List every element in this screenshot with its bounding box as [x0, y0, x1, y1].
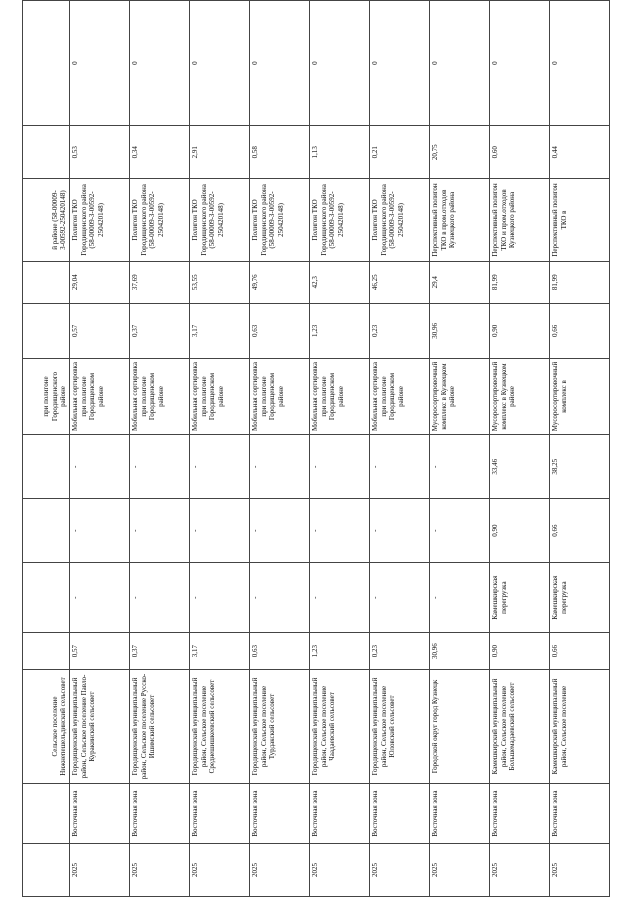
table-cell-facility	[370, 358, 430, 434]
table-row	[23, 1, 70, 897]
table-cell-facility	[310, 358, 370, 434]
table-cell-c13	[250, 1, 310, 126]
cell-text	[24, 787, 68, 840]
cell-text: 2025	[71, 863, 79, 878]
cell-text: Городищенский муниципальный район, Сельское поселение Турдакский сельсовет	[251, 677, 277, 776]
table-cell-c4	[130, 633, 190, 670]
cell-text: Восточная зона	[491, 790, 499, 837]
table-cell-c6	[550, 499, 610, 563]
cell-text: Городищенский муниципальный район, Сельское поселение Павло-Куракинский сельсовет	[71, 674, 97, 779]
cell-text: Восточная зона	[251, 790, 259, 837]
table-cell-c5	[250, 563, 310, 633]
cell-text: -	[191, 596, 199, 599]
cell-text: 2025	[251, 863, 259, 878]
cell-text: 0,23	[371, 644, 379, 658]
cell-text: Мусоросортировочный комплекс в	[551, 361, 568, 432]
table-cell-c7	[190, 435, 250, 499]
table-row	[370, 1, 430, 897]
cell-text: 30,96	[431, 322, 439, 339]
cell-text: 0,90	[491, 324, 499, 337]
table-cell-zone	[370, 784, 430, 844]
cell-text: Мусоросортировочный комплекс в Кузнецком районе	[431, 361, 457, 432]
table-cell-year	[430, 844, 490, 897]
cell-text: 0,44	[551, 146, 559, 159]
table-cell-year	[70, 844, 130, 897]
cell-text: Городищенский муниципальный район, Сельское поселение Русско-Ишимский сельсовет	[131, 673, 157, 780]
table-cell-facility	[430, 358, 490, 434]
table-cell-year	[370, 844, 430, 897]
table-cell-destination	[23, 179, 70, 261]
cell-text	[24, 502, 68, 559]
cell-text: -	[371, 529, 379, 532]
table-cell-c5	[430, 563, 490, 633]
table-cell-c7	[130, 435, 190, 499]
cell-text: -	[71, 465, 79, 468]
cell-text: 0,63	[251, 324, 259, 337]
cell-text: Мусоросортировочный комплекс в Кузнецком районе	[491, 361, 517, 432]
cell-text: Городищенский муниципальный район, Сельское поселение Юловский сельсовет	[371, 677, 397, 776]
table-cell-c10	[370, 261, 430, 303]
table-cell-c5	[23, 563, 70, 633]
table-cell-c12	[370, 126, 430, 179]
cell-text: Восточная зона	[431, 790, 439, 837]
table-cell-zone	[70, 784, 130, 844]
cell-text: Камешкирский муниципальный район, Сельское поселение	[551, 678, 568, 775]
cell-text: 20,75	[431, 144, 439, 161]
cell-text: Городищенский муниципальный район, Сельское поселение Среднешишкеевский сельсовет	[191, 677, 217, 776]
table-cell-c7	[310, 435, 370, 499]
cell-text: -	[311, 465, 319, 468]
table-cell-zone	[23, 784, 70, 844]
cell-text: 1,13	[311, 146, 319, 159]
cell-text: -	[251, 529, 259, 532]
table-cell-zone	[550, 784, 610, 844]
cell-text	[24, 4, 68, 122]
table-cell-c10	[70, 261, 130, 303]
table-cell-facility	[70, 358, 130, 434]
cell-text: 2025	[131, 863, 139, 878]
table-cell-municipality	[190, 669, 250, 783]
cell-text: 0,66	[551, 644, 559, 658]
table-cell-c6	[370, 499, 430, 563]
table-cell-c12	[190, 126, 250, 179]
cell-text: 0	[311, 61, 319, 65]
table-cell-c4	[430, 633, 490, 670]
table-row	[310, 1, 370, 897]
cell-text: 37,69	[131, 274, 139, 291]
table-cell-municipality	[550, 669, 610, 783]
table-cell-c4	[490, 633, 550, 670]
cell-text: Мобильная сортировка при полигоне Городищенском районе	[71, 362, 105, 431]
table-cell-destination	[370, 179, 430, 261]
table-cell-destination	[250, 179, 310, 261]
table-cell-c9	[130, 303, 190, 358]
cell-text: 0	[71, 61, 79, 65]
table-cell-c6	[23, 499, 70, 563]
cell-text: 0,37	[131, 644, 139, 658]
cell-text: 29,04	[71, 274, 79, 291]
table-cell-c12	[23, 126, 70, 179]
cell-text: Мобильная сортировка при полигоне Городищенском районе	[371, 362, 405, 431]
cell-text	[24, 307, 68, 355]
table-cell-c10	[310, 261, 370, 303]
table-cell-c9	[370, 303, 430, 358]
table-cell-c9	[190, 303, 250, 358]
table-cell-year	[310, 844, 370, 897]
cell-text: -	[251, 465, 259, 468]
cell-text: Полигон ТКО Городищенского района (58-00009-З-00592-250420148)	[311, 184, 345, 256]
cell-text: Камешкирский муниципальный район, Сельское поселение Большемадаевский сельсовет	[491, 678, 517, 775]
cell-text: 0	[371, 61, 379, 65]
table-cell-year	[250, 844, 310, 897]
table-cell-c4	[370, 633, 430, 670]
table-cell-c9	[23, 303, 70, 358]
cell-text: 0,66	[551, 524, 559, 537]
cell-text: 3,17	[191, 644, 199, 658]
cell-text: 2025	[191, 863, 199, 878]
cell-text: й районе (58-00009-З-00592-250420148)	[50, 190, 68, 250]
cell-text: Полигон ТКО Городищенского района (58-00009-З-00592-250420148)	[131, 184, 165, 256]
cell-text: -	[431, 596, 439, 599]
table-cell-c4	[250, 633, 310, 670]
table-cell-c13	[490, 1, 550, 126]
cell-text	[24, 847, 68, 893]
table-cell-destination	[550, 179, 610, 261]
cell-text	[24, 265, 68, 300]
table-cell-destination	[130, 179, 190, 261]
table-cell-facility	[23, 358, 70, 434]
cell-text: Восточная зона	[311, 790, 319, 837]
cell-text: 0,21	[371, 146, 379, 159]
table-row	[70, 1, 130, 897]
cell-text	[24, 636, 68, 666]
cell-text: -	[131, 529, 139, 532]
cell-text: Городищенский муниципальный район, Сельское поселение Чаадаевский сельсовет	[311, 677, 337, 776]
cell-text: Перспективный полигон ТКО и пром.отходов Кузнецкого района	[491, 183, 517, 257]
cell-text: 2025	[551, 863, 559, 878]
table-cell-c7	[490, 435, 550, 499]
cell-text: 0,34	[131, 146, 139, 159]
table-cell-c9	[310, 303, 370, 358]
table-cell-c9	[250, 303, 310, 358]
table-cell-c10	[190, 261, 250, 303]
cell-text: Восточная зона	[371, 790, 379, 837]
cell-text: Полигон ТКО Городищенского района (58-00009-З-00592-250420148)	[191, 184, 225, 256]
table-body	[23, 1, 610, 897]
cell-text: -	[371, 596, 379, 599]
cell-text: 0	[551, 61, 559, 65]
cell-text: 2,91	[191, 146, 199, 159]
cell-text: 0,53	[71, 146, 79, 159]
cell-text	[24, 438, 68, 495]
table-cell-zone	[490, 784, 550, 844]
table-cell-facility	[130, 358, 190, 434]
cell-text: -	[71, 529, 79, 532]
waste-flow-table	[22, 0, 610, 897]
cell-text: -	[131, 465, 139, 468]
table-cell-c10	[550, 261, 610, 303]
table-cell-c12	[70, 126, 130, 179]
table-cell-c10	[490, 261, 550, 303]
table-cell-c5	[490, 563, 550, 633]
cell-text: Городской округ город Кузнецк	[431, 679, 439, 774]
table-cell-c6	[430, 499, 490, 563]
table-cell-zone	[310, 784, 370, 844]
table-cell-municipality	[130, 669, 190, 783]
table-cell-year	[550, 844, 610, 897]
table-cell-c7	[550, 435, 610, 499]
cell-text: 0,66	[551, 324, 559, 337]
cell-text: 0,57	[71, 644, 79, 658]
table-cell-c12	[250, 126, 310, 179]
cell-text: 81,99	[491, 274, 499, 291]
table-cell-c6	[490, 499, 550, 563]
table-cell-c12	[430, 126, 490, 179]
cell-text: -	[191, 529, 199, 532]
table-cell-c9	[490, 303, 550, 358]
cell-text: Восточная зона	[131, 790, 139, 837]
cell-text: -	[191, 465, 199, 468]
cell-text	[24, 566, 68, 629]
table-cell-c13	[190, 1, 250, 126]
table-cell-c13	[370, 1, 430, 126]
cell-text: Мобильная сортировка при полигоне Городищенском районе	[131, 362, 165, 431]
table-cell-municipality	[490, 669, 550, 783]
cell-text: 0,23	[371, 324, 379, 337]
cell-text: 0,60	[491, 146, 499, 159]
cell-text: 53,55	[191, 274, 199, 291]
cell-text: 0	[251, 61, 259, 65]
table-cell-c13	[130, 1, 190, 126]
table-cell-c4	[190, 633, 250, 670]
cell-text: 49,76	[251, 274, 259, 291]
table-cell-c6	[130, 499, 190, 563]
cell-text: -	[131, 596, 139, 599]
cell-text: Мобильная сортировка при полигоне Городищенском районе	[251, 362, 285, 431]
table-cell-c4	[310, 633, 370, 670]
table-row	[250, 1, 310, 897]
cell-text: Восточная зона	[71, 790, 79, 837]
table-cell-destination	[430, 179, 490, 261]
table-cell-municipality	[23, 669, 70, 783]
table-cell-municipality	[250, 669, 310, 783]
cell-text: 2025	[311, 863, 319, 878]
cell-text: -	[311, 596, 319, 599]
table-cell-c6	[190, 499, 250, 563]
table-cell-zone	[130, 784, 190, 844]
cell-text: Сельское поселение Нижнепешельдинский сельсовет	[50, 677, 68, 776]
table-cell-c7	[250, 435, 310, 499]
table-cell-c13	[430, 1, 490, 126]
cell-text: -	[251, 596, 259, 599]
table-cell-c13	[70, 1, 130, 126]
cell-text: 0,58	[251, 146, 259, 159]
table-cell-year	[130, 844, 190, 897]
table-cell-c10	[430, 261, 490, 303]
table-cell-c10	[23, 261, 70, 303]
table-cell-c5	[130, 563, 190, 633]
table-cell-c10	[250, 261, 310, 303]
table-cell-c12	[130, 126, 190, 179]
cell-text: -	[371, 465, 379, 468]
cell-text: 0,90	[491, 644, 499, 658]
cell-text: -	[431, 529, 439, 532]
cell-text: 0	[131, 61, 139, 65]
table-cell-year	[490, 844, 550, 897]
table-cell-c12	[550, 126, 610, 179]
table-cell-facility	[190, 358, 250, 434]
table-cell-year	[190, 844, 250, 897]
cell-text: Полигон ТКО Городищенского района (58-00009-З-00592-250420148)	[251, 184, 285, 256]
table-cell-c12	[490, 126, 550, 179]
cell-text: 33,46	[491, 458, 499, 475]
table-cell-c7	[370, 435, 430, 499]
table-cell-c4	[70, 633, 130, 670]
cell-text: Перспективный полигон ТКО в	[551, 183, 568, 257]
table-cell-c5	[370, 563, 430, 633]
table-cell-year	[23, 844, 70, 897]
cell-text: 1,23	[311, 644, 319, 658]
table-cell-c5	[310, 563, 370, 633]
table-cell-destination	[490, 179, 550, 261]
cell-text: 38,25	[551, 458, 559, 475]
cell-text: Полигон ТКО Городищенского района (58-00009-З-00592-250420148)	[71, 184, 105, 256]
table-cell-c13	[23, 1, 70, 126]
cell-text: 1,23	[311, 324, 319, 337]
cell-text: Мобильная сортировка при полигоне Городищенском районе	[311, 362, 345, 431]
table-cell-c6	[310, 499, 370, 563]
table-cell-c5	[190, 563, 250, 633]
table-cell-c7	[70, 435, 130, 499]
table-cell-zone	[430, 784, 490, 844]
cell-text: 0,57	[71, 324, 79, 337]
cell-text: Восточная зона	[551, 790, 559, 837]
table-row	[490, 1, 550, 897]
table-cell-c5	[550, 563, 610, 633]
cell-text: Полигон ТКО Городищенского района (58-00009-З-00592-250420148)	[371, 184, 405, 256]
cell-text: 0,37	[131, 324, 139, 337]
table-cell-municipality	[310, 669, 370, 783]
table-cell-municipality	[370, 669, 430, 783]
table-cell-c9	[70, 303, 130, 358]
cell-text: 0	[491, 61, 499, 65]
table-cell-zone	[250, 784, 310, 844]
cell-text: 0,63	[251, 644, 259, 658]
cell-text: 2025	[491, 863, 499, 878]
cell-text: 3,17	[191, 324, 199, 337]
cell-text: Камешкирская перегрузка	[551, 575, 568, 620]
cell-text: 0	[431, 61, 439, 65]
table-cell-facility	[490, 358, 550, 434]
table-cell-destination	[70, 179, 130, 261]
table-cell-destination	[190, 179, 250, 261]
table-cell-c6	[70, 499, 130, 563]
cell-text: 0,90	[491, 524, 499, 537]
table-row	[190, 1, 250, 897]
table-cell-municipality	[70, 669, 130, 783]
cell-text: 42,3	[311, 276, 319, 289]
table-cell-c12	[310, 126, 370, 179]
cell-text: Мобильная сортировка при полигоне Городищенском районе	[191, 362, 225, 431]
cell-text: 30,96	[431, 643, 439, 659]
cell-text: 2025	[431, 863, 439, 878]
table-cell-destination	[310, 179, 370, 261]
table-cell-facility	[550, 358, 610, 434]
cell-text: -	[431, 465, 439, 468]
cell-text	[24, 129, 68, 175]
table-cell-c6	[250, 499, 310, 563]
table-cell-c7	[430, 435, 490, 499]
table-cell-zone	[190, 784, 250, 844]
cell-text: -	[311, 529, 319, 532]
cell-text: 29,4	[431, 276, 439, 289]
cell-text: 2025	[371, 863, 379, 878]
table-row	[430, 1, 490, 897]
cell-text: Перспективный полигон ТКО в пром.отходов Кузнецкого района	[431, 183, 457, 257]
table-cell-c9	[430, 303, 490, 358]
table-cell-c4	[550, 633, 610, 670]
cell-text: 46,25	[371, 274, 379, 291]
table-cell-c7	[23, 435, 70, 499]
table-cell-c9	[550, 303, 610, 358]
table-row	[550, 1, 610, 897]
cell-text: 0	[191, 61, 199, 65]
table-cell-c13	[310, 1, 370, 126]
cell-text: Камешкирская перегрузка	[491, 575, 508, 620]
table-cell-municipality	[430, 669, 490, 783]
table-cell-c10	[130, 261, 190, 303]
table-cell-c5	[70, 563, 130, 633]
table-cell-c13	[550, 1, 610, 126]
cell-text: 81,99	[551, 274, 559, 291]
table-cell-c4	[23, 633, 70, 670]
cell-text: Восточная зона	[191, 790, 199, 837]
cell-text: при полигоне Городищенского районе	[42, 371, 68, 422]
table-row	[130, 1, 190, 897]
table-cell-facility	[250, 358, 310, 434]
cell-text: -	[71, 596, 79, 599]
